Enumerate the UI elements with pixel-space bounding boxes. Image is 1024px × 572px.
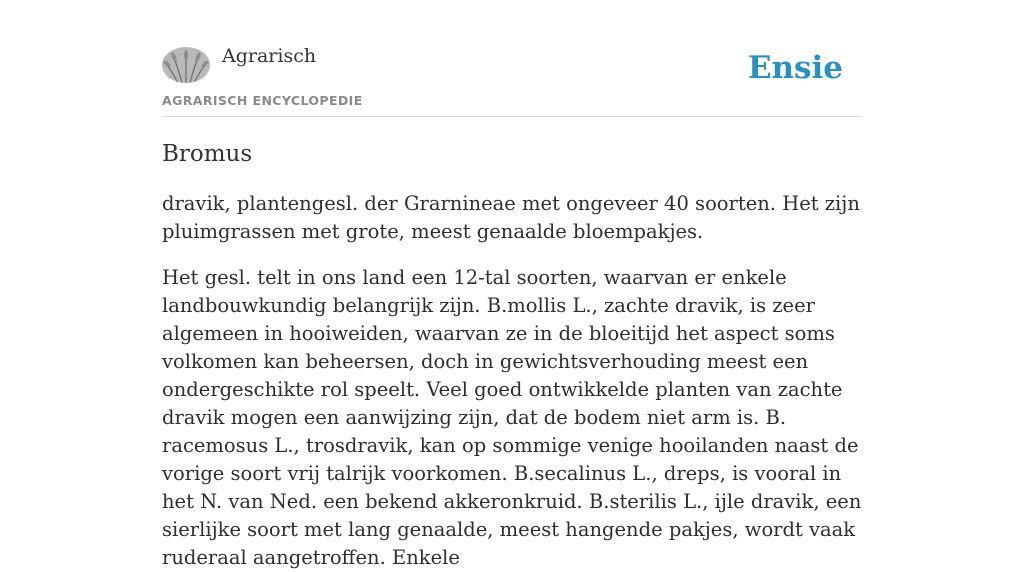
article-paragraph: Het gesl. telt in ons land een 12-tal soorten, waarvan er enkele landbouwkundig belangrijk zijn. B.mollis L., zachte dravik, is zeer algemeen in hooiweiden, waarvan ze in de bloeitijd het aspect soms volkomen kan beheersen, doch in gewichtsverhouding meest een ondergeschikte rol speelt. Veel goed ontwikkelde planten van zachte dravik mogen een aanwijzing zijn, dat de bodem niet arm is. B. racemosus L., trosdravik, kan op sommige venige hooilanden naast de vorige soort vrij talrijk voorkomen. B.secalinus L., dreps, is vooral in het N. van Ned. een bekend akkeronkruid. B.sterilis L., ijle dravik, een sierlijke soort met lang genaalde, meest hangende pakjes, wordt vaak ruderaal aangetroffen. Enkele (162, 266, 862, 569)
header (162, 0, 862, 117)
page (162, 0, 862, 572)
source-name[interactable]: Agrarisch (222, 45, 317, 67)
article-paragraph: dravik, plantengesl. der Grarnineae met ongeveer 40 soorten. Het zijn pluimgrassen met grote, meest genaalde bloempakjes. (162, 192, 860, 243)
wheat-grass-icon[interactable] (162, 47, 210, 83)
brand-logo[interactable]: Ensie (747, 50, 843, 86)
source-subtitle: AGRARISCH ENCYCLOPEDIE (162, 93, 363, 108)
article-title: Bromus (162, 141, 253, 167)
